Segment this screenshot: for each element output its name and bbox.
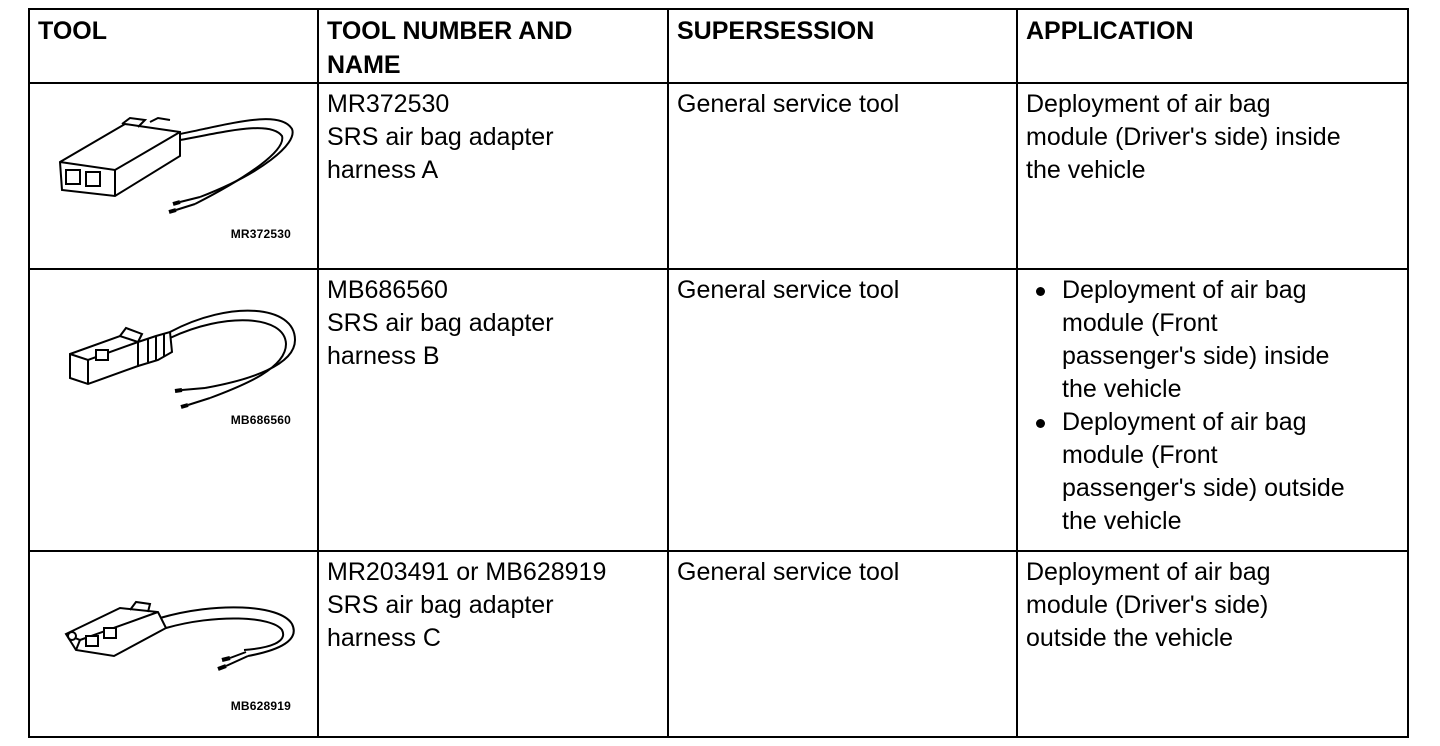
application-line: Deployment of air bag xyxy=(1062,408,1307,436)
application-line: module (Front xyxy=(1062,441,1218,469)
supersession-cell: General service tool xyxy=(668,83,1017,269)
application-cell xyxy=(1017,269,1408,551)
application-line: passenger's side) outside xyxy=(1062,474,1345,502)
application-cell xyxy=(1017,551,1408,737)
header-tool: TOOL xyxy=(29,9,318,83)
header-supersession: SUPERSESSION xyxy=(668,9,1017,83)
header-row xyxy=(29,9,1408,83)
tool-name-line1: SRS air bag adapter xyxy=(327,591,554,619)
tool-name-line1: SRS air bag adapter xyxy=(327,123,554,151)
tool-image-cell xyxy=(29,269,318,551)
application-line: the vehicle xyxy=(1026,156,1146,184)
table-row xyxy=(29,269,1408,551)
tool-caption: MR372530 xyxy=(230,227,291,241)
application-line: Deployment of air bag xyxy=(1026,558,1271,586)
tool-image-cell xyxy=(29,551,318,737)
application-line: Deployment of air bag xyxy=(1062,276,1307,304)
header-number-line2: NAME xyxy=(327,51,401,79)
tool-number: MR372530 xyxy=(327,90,450,118)
application-cell xyxy=(1017,83,1408,269)
header-application: APPLICATION xyxy=(1017,9,1408,83)
table-row xyxy=(29,551,1408,737)
harness-b-illustration xyxy=(30,270,319,470)
tool-name-line2: harness B xyxy=(327,342,440,370)
tool-number-and-name xyxy=(318,83,668,269)
header-tool-number-and-name xyxy=(318,9,668,83)
tool-number: MB686560 xyxy=(327,276,448,304)
application-line: the vehicle xyxy=(1062,507,1182,535)
list-item xyxy=(1062,406,1399,538)
tool-number: MR203491 or MB628919 xyxy=(327,558,607,586)
application-line: module (Driver's side) xyxy=(1026,591,1269,619)
application-line: module (Front xyxy=(1062,309,1218,337)
application-list xyxy=(1026,274,1399,538)
application-line: the vehicle xyxy=(1062,375,1182,403)
tool-number-and-name xyxy=(318,269,668,551)
supersession-cell: General service tool xyxy=(668,551,1017,737)
special-tools-table xyxy=(28,8,1409,738)
application-line: Deployment of air bag xyxy=(1026,90,1271,118)
tool-name-line1: SRS air bag adapter xyxy=(327,309,554,337)
tool-caption: MB628919 xyxy=(230,699,291,713)
tool-caption: MB686560 xyxy=(230,413,291,427)
application-line: outside the vehicle xyxy=(1026,624,1234,652)
tool-name-line2: harness C xyxy=(327,624,441,652)
tool-number-and-name xyxy=(318,551,668,737)
tool-image-cell xyxy=(29,83,318,269)
table-row xyxy=(29,83,1408,269)
application-line: module (Driver's side) inside xyxy=(1026,123,1341,151)
supersession-cell: General service tool xyxy=(668,269,1017,551)
header-number-line1: TOOL NUMBER AND xyxy=(327,17,573,45)
application-line: passenger's side) inside xyxy=(1062,342,1330,370)
tool-name-line2: harness A xyxy=(327,156,439,184)
list-item xyxy=(1062,274,1399,406)
